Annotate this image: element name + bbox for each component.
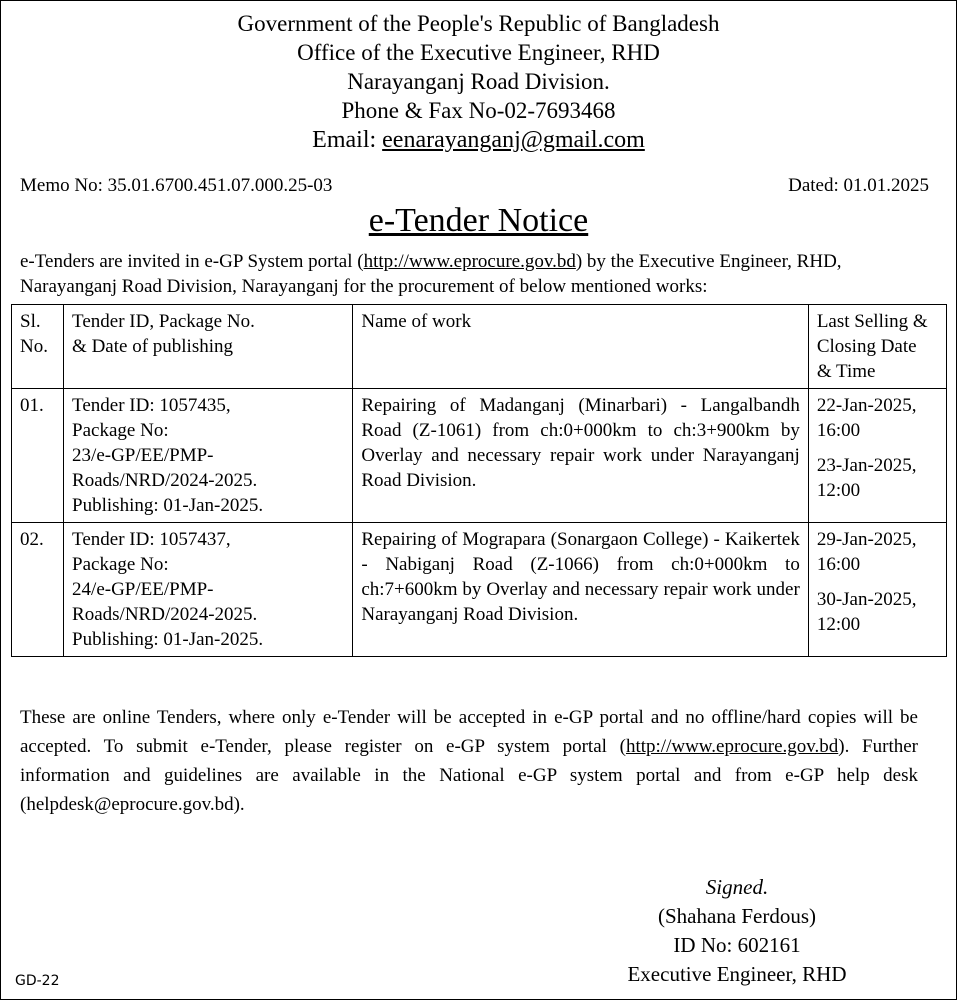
footer-text-1: These are online Tenders, where only e-Tender will be accepted in e-GP portal and no offline/hard copies will be accepted. To submit e-Tender, please register on e-GP system portal ( (20, 707, 918, 757)
tender-id: Tender ID: 1057435, (72, 395, 231, 416)
eprocure-link[interactable]: http://www.eprocure.gov.bd (363, 251, 576, 272)
header-date-line3: & Time (816, 361, 876, 382)
table-row (12, 389, 947, 523)
package-number-part1: 24/e-GP/EE/PMP- (72, 579, 214, 600)
publishing-date: Publishing: 01-Jan-2025. (72, 495, 264, 516)
memo-number: Memo No: 35.01.6700.451.07.000.25-03 (20, 175, 333, 196)
row-dates (808, 389, 946, 523)
phone-fax: Phone & Fax No-02-7693468 (341, 98, 616, 123)
tender-table (11, 304, 947, 657)
header-tender-id (64, 305, 353, 389)
date-gap (817, 443, 938, 453)
table-row (12, 523, 947, 657)
package-label: Package No: (72, 554, 169, 575)
closing-date: 23-Jan-2025, (816, 455, 917, 476)
document-code: GD-22 (15, 973, 60, 989)
row-sl: 02. (12, 523, 64, 657)
header-id-line2: & Date of publishing (72, 336, 233, 357)
intro-paragraph (20, 249, 940, 299)
closing-time: 12:00 (816, 614, 861, 635)
package-number-part2: Roads/NRD/2024-2025. (72, 604, 258, 625)
email-line (1, 125, 956, 156)
package-number-part2: Roads/NRD/2024-2025. (72, 470, 258, 491)
header-id-line1: Tender ID, Package No. (72, 311, 255, 332)
header-date-line2: Closing Date (816, 336, 917, 357)
intro-text-2: ) by the Executive Engineer, RHD, Narayanganj Road Division, Narayanganj for the procurement of below mentioned works: (20, 251, 842, 297)
letterhead (1, 9, 956, 156)
publishing-date: Publishing: 01-Jan-2025. (72, 629, 264, 650)
header-work: Name of work (353, 305, 808, 389)
header-dates (808, 305, 946, 389)
row-tender-info (64, 389, 353, 523)
date: Dated: 01.01.2025 (788, 175, 929, 196)
selling-time: 16:00 (816, 420, 861, 441)
footer-paragraph (20, 703, 918, 819)
government-name: Government of the People's Republic of Bangladesh (237, 11, 720, 36)
signature-block (601, 873, 873, 989)
email-link[interactable]: eenarayanganj@gmail.com (382, 127, 645, 153)
footer-text-2: ). Further information and guidelines are available in the National e-GP system portal and from e-GP help desk (helpdesk@eprocure.gov.bd). (20, 736, 918, 815)
notice-title (1, 201, 956, 241)
header-date-line1: Last Selling & (816, 311, 928, 332)
signatory-designation: Executive Engineer, RHD (627, 962, 847, 986)
closing-time: 12:00 (816, 480, 861, 501)
date-gap (817, 577, 938, 587)
row-sl: 01. (12, 389, 64, 523)
notice-title-text: e-Tender Notice (368, 202, 589, 239)
selling-date: 29-Jan-2025, (816, 529, 917, 550)
tender-id: Tender ID: 1057437, (72, 529, 231, 550)
intro-text-1: e-Tenders are invited in e-GP System portal ( (20, 251, 364, 272)
signed-label: Signed. (705, 875, 769, 899)
row-tender-info (64, 523, 353, 657)
header-sl-line1: Sl. (20, 311, 41, 332)
division-name: Narayanganj Road Division. (347, 69, 610, 94)
eprocure-link-footer[interactable]: http://www.eprocure.gov.bd (625, 736, 839, 757)
package-number-part1: 23/e-GP/EE/PMP- (72, 445, 214, 466)
selling-time: 16:00 (816, 554, 861, 575)
row-dates (808, 523, 946, 657)
row-work: Repairing of Madanganj (Minarbari) - Langalbandh Road (Z-1061) from ch:0+000km to ch:3+900km by Overlay and necessary repair work under Narayanganj Road Division. (353, 389, 808, 523)
signatory-id: ID No: 602161 (673, 933, 801, 957)
selling-date: 22-Jan-2025, (816, 395, 917, 416)
row-work: Repairing of Mograpara (Sonargaon College) - Kaikertek - Nabiganj Road (Z-1066) from ch:0+000km to ch:7+600km by Overlay and necessary repair work under Narayanganj Road Division. (353, 523, 808, 657)
closing-date: 30-Jan-2025, (816, 589, 917, 610)
email-label: Email: (312, 127, 377, 153)
package-label: Package No: (72, 420, 169, 441)
header-sl (12, 305, 64, 389)
table-header-row (12, 305, 947, 389)
office-name: Office of the Executive Engineer, RHD (297, 40, 660, 65)
header-sl-line2: No. (20, 336, 48, 357)
signatory-name: (Shahana Ferdous) (657, 904, 817, 928)
